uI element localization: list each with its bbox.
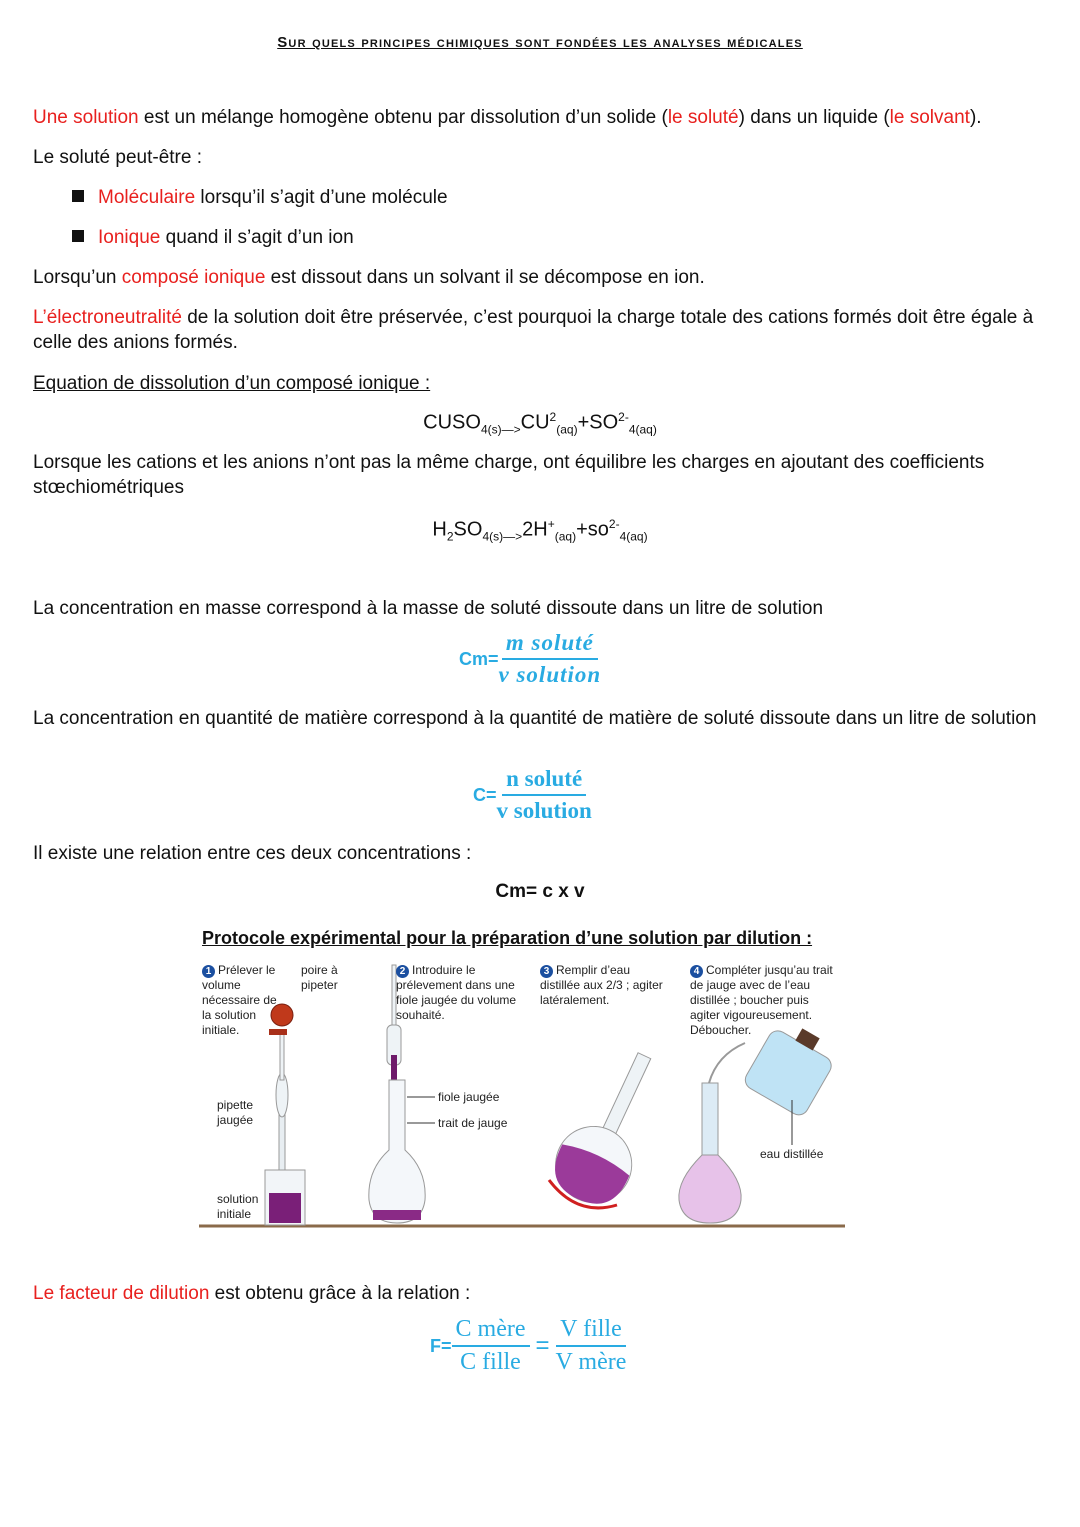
equation-cuso4: $CUSO_{4(s)—>}CU^2_{(aq)}+SO^{2-}_{4(aq)}$ <box>423 410 657 437</box>
paragraph-molar-concentration: La concentration en quantité de matière correspond à la quantité de matière de soluté dissoute dans un litre de solution <box>33 708 1037 729</box>
bullet-square-icon <box>72 190 84 202</box>
step-3-text: 3 Remplir d’eau distillée aux 2/3 ; agiter latéralement. <box>540 963 663 1007</box>
diagram-title: Protocole expérimental pour la préparation d’une solution par dilution : <box>202 928 813 948</box>
bullet-square-icon <box>72 230 84 242</box>
paragraph-ionic: Lorsqu’un composé ionique est dissout dans un solvant il se décompose en ion. <box>33 267 705 288</box>
label-poire: poire à pipeter <box>301 963 338 992</box>
formula-dilution-factor: F= $\frac{\text{C mère}}{\text{C fille}}$ = $\frac{\text{V fille}}{\text{V mère}}$ <box>430 1316 627 1375</box>
formula-molar-concentration: C= $\frac{\text{n soluté}}{\text{v solution}}$ <box>473 766 592 823</box>
dilution-protocol-diagram <box>197 955 857 1235</box>
label-trait: trait de jauge <box>438 1116 508 1130</box>
bullet-item: Ionique quand il s’agit d’un ion <box>72 225 354 250</box>
relation-formula: Cm= c x v <box>495 881 585 902</box>
equation-h2so4: $H_2SO_{4(s)—>}2H^+_{(aq)}+so^{2-}_{4(aq)}$ <box>432 517 648 544</box>
step-2-text: 2 Introduire le prélevement dans une fiole jaugée du volume souhaité. <box>396 963 517 1022</box>
step-4-text: 4 Compléter jusqu’au trait de jauge avec de l’eau distillée ; boucher puis agiter vigoureusement. Déboucher. <box>690 963 833 1037</box>
section-heading-equation: Equation de dissolution d’un composé ionique : <box>33 373 431 394</box>
label-pipette: pipette jaugée <box>217 1098 254 1127</box>
paragraph-coefficients: Lorsque les cations et les anions n’ont pas la même charge, ont équilibre les charges en ajoutant des coefficients stœchiométriques <box>33 452 985 498</box>
step-1-text: 1 Prélever le volume nécessaire de la solution initiale. <box>202 963 277 1037</box>
paragraph-mass-concentration: La concentration en masse correspond à la masse de soluté dissoute dans un litre de solution <box>33 598 824 619</box>
paragraph-electroneutrality: L’électroneutralité de la solution doit être préservée, c’est pourquoi la charge totale des cations formés doit être égale à celle des anions formés. <box>33 307 1034 353</box>
label-eau: eau distillée <box>760 1147 824 1161</box>
formula-mass-concentration: Cm= $\frac{\text{m soluté}}{\text{v solution}}$ <box>459 630 602 687</box>
paragraph-solution-definition: Une solution est un mélange homogène obtenu par dissolution d’un solide (le soluté) dans un liquide (le solvant). <box>33 107 982 128</box>
paragraph-relation: Il existe une relation entre ces deux concentrations : <box>33 843 472 864</box>
paragraph-dilution-factor: Le facteur de dilution est obtenu grâce à la relation : <box>33 1283 471 1304</box>
paragraph-solute: Le soluté peut-être : <box>33 147 202 168</box>
bullet-item: Moléculaire lorsqu’il s’agit d’une molécule <box>72 185 448 210</box>
page-title: Sur quels principes chimiques sont fondées les analyses médicales <box>277 34 803 51</box>
label-solution: solution initiale <box>217 1192 259 1221</box>
label-fiole: fiole jaugée <box>438 1090 500 1104</box>
